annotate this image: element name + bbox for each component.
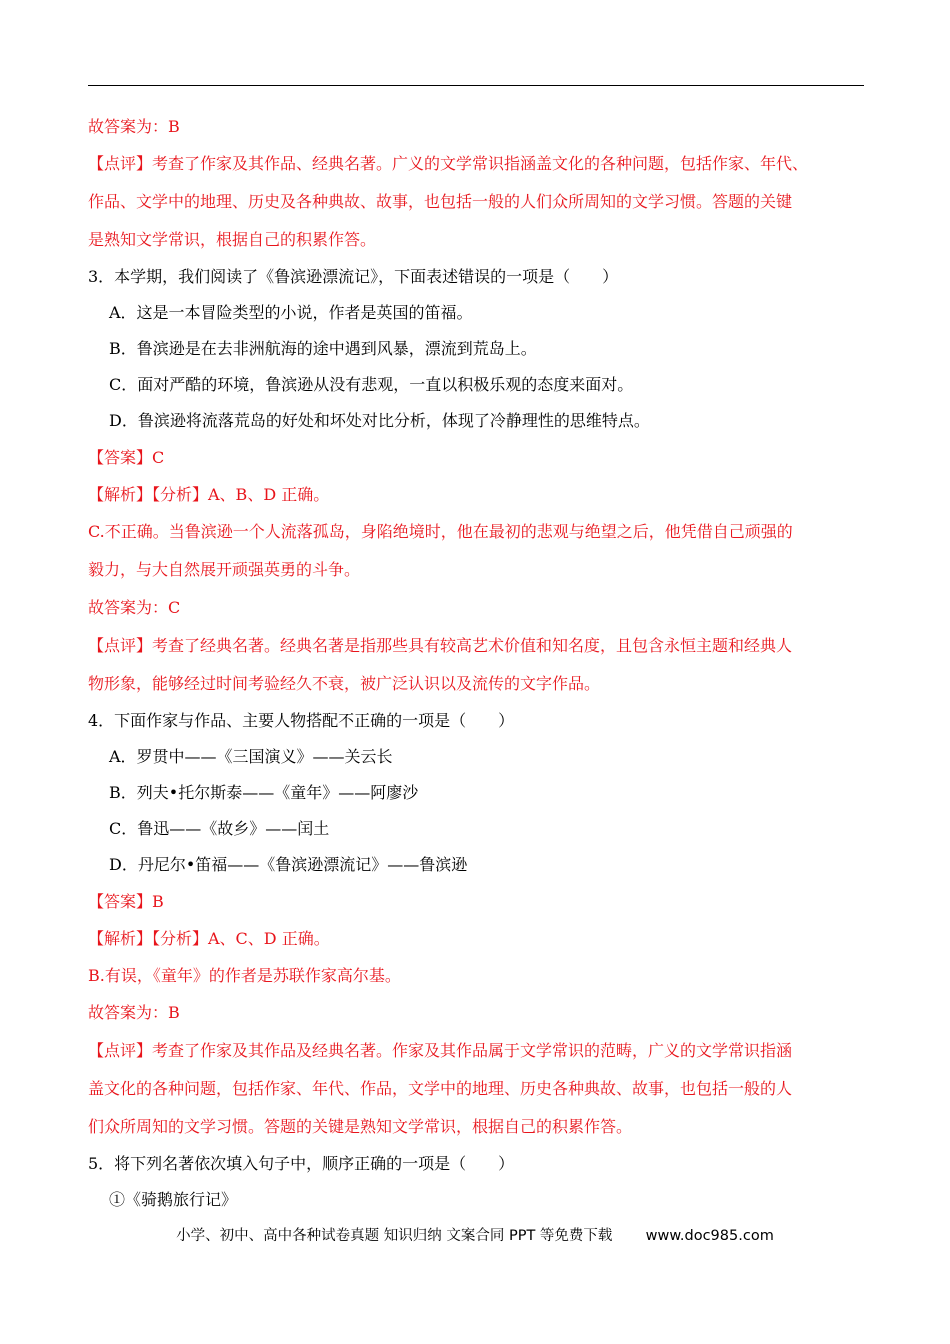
question-4-explanation: B.有误，《童年》的作者是苏联作家高尔基。 [88,966,401,985]
question-4-stem: 4．下面作家与作品、主要人物搭配不正确的一项是（ ） [88,711,515,730]
question-4-comment: 【点评】考查了作家及其作品及经典名著。作家及其作品属于文学常识的范畴，广义的文学常识指涵 [88,1041,793,1060]
header-rule [88,85,864,86]
question-3-comment: 【点评】考查了经典名著。经典名著是指那些具有较高艺术价值和知名度，且包含永恒主题和经典人 [88,636,793,655]
footer-text: 小学、初中、高中各种试卷真题 知识归纳 文案合同 PPT 等免费下载 [176,1228,613,1244]
question-3-analysis: 【解析】【分析】A、B、D 正确。 [88,485,330,504]
question-5-item: ①《骑鹅旅行记》 [109,1190,238,1209]
question-5-stem: 5．将下列名著依次填入句子中，顺序正确的一项是（ ） [88,1154,515,1173]
question-3-explanation: C.不正确。当鲁滨逊一个人流落孤岛，身陷绝境时，他在最初的悲观与绝望之后，他凭借自己顽强的 [88,522,793,541]
comment-line: 是熟知文学常识，根据自己的积累作答。 [88,230,377,249]
question-3-comment: 物形象，能够经过时间考验经久不衰，被广泛认识以及流传的文字作品。 [88,674,601,693]
question-3-option-d: D．鲁滨逊将流落荒岛的好处和坏处对比分析，体现了冷静理性的思维特点。 [109,411,650,430]
question-3-option-b: B．鲁滨逊是在去非洲航海的途中遇到风暴，漂流到荒岛上。 [109,339,537,358]
comment-line: 作品、文学中的地理、历史及各种典故、故事，也包括一般的人们众所周知的文学习惯。答题的关键 [88,192,793,211]
question-4-answer: 【答案】B [88,892,164,911]
comment-line: 【点评】考查了作家及其作品、经典名著。广义的文学常识指涵盖文化的各种问题，包括作家、年代、 [88,154,809,173]
question-3-stem: 3．本学期，我们阅读了《鲁滨逊漂流记》，下面表述错误的一项是（ ） [88,267,619,286]
question-4-option-c: C．鲁迅——《故乡》——闰土 [109,819,330,838]
question-4-comment: 盖文化的各种问题，包括作家、年代、作品，文学中的地理、历史各种典故、故事，也包括一般的人 [88,1079,793,1098]
answer-summary: 故答案为：B [88,117,180,136]
question-4-option-a: A．罗贯中——《三国演义》——关云长 [109,747,393,766]
question-3-option-a: A．这是一本冒险类型的小说，作者是英国的笛福。 [109,303,473,322]
question-4-option-b: B．列夫•托尔斯泰——《童年》——阿廖沙 [109,783,419,802]
question-3-answer-summary: 故答案为：C [88,598,181,617]
page-footer [0,1224,950,1245]
question-3-explanation: 毅力，与大自然展开顽强英勇的斗争。 [88,560,361,579]
footer-url[interactable]: www.doc985.com [645,1228,774,1244]
question-4-comment: 们众所周知的文学习惯。答题的关键是熟知文学常识，根据自己的积累作答。 [88,1117,633,1136]
question-3-answer: 【答案】C [88,448,165,467]
question-4-answer-summary: 故答案为：B [88,1003,180,1022]
question-4-option-d: D．丹尼尔•笛福——《鲁滨逊漂流记》——鲁滨逊 [109,855,468,874]
question-3-option-c: C．面对严酷的环境，鲁滨逊从没有悲观，一直以积极乐观的态度来面对。 [109,375,634,394]
question-4-analysis: 【解析】【分析】A、C、D 正确。 [88,929,330,948]
document-body [88,108,868,1218]
